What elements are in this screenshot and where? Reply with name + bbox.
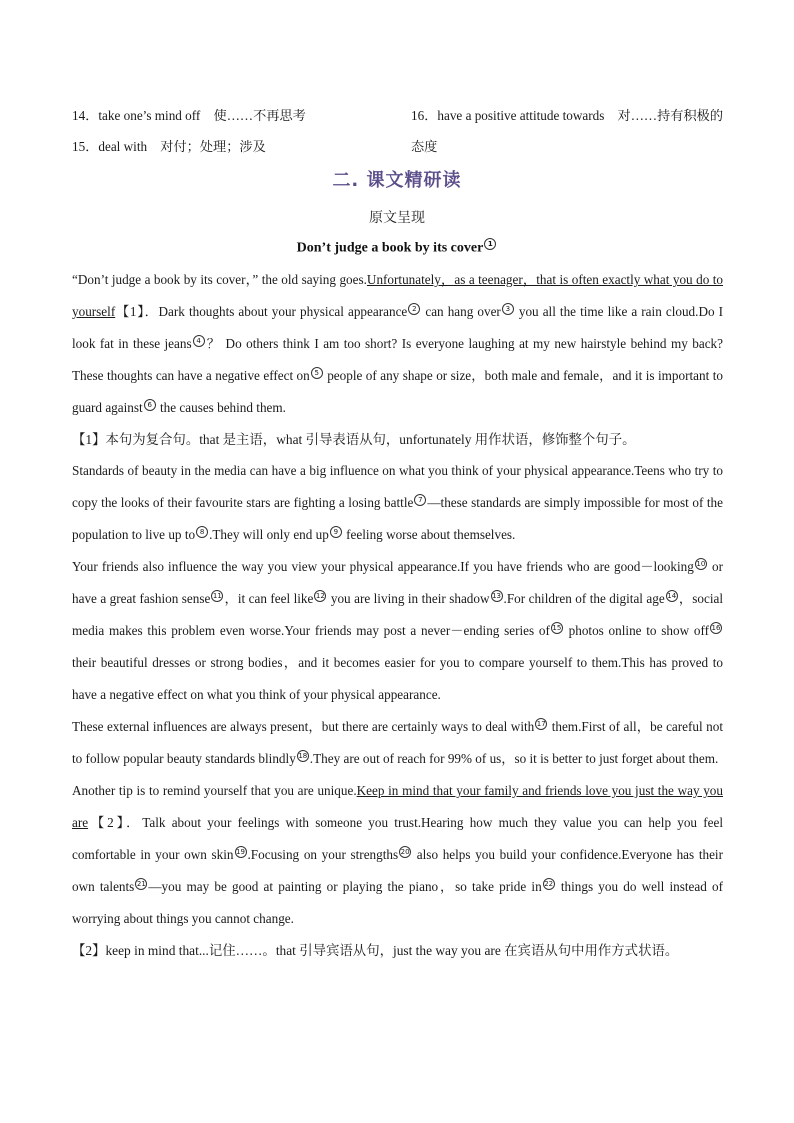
p2-text-b: —these standards are simply impossible for most of the population to live up to: [72, 495, 723, 542]
marker-9: 9: [330, 526, 342, 538]
sub-title: 原文呈现: [369, 210, 425, 226]
marker-17: 17: [536, 719, 546, 728]
p2-text-a: Standards of beauty in the media can have a big influence on what you think of your physical appearance.Teens who try to copy the looks of their favourite stars are fighting a losing battle: [72, 463, 723, 510]
paragraph-5: [72, 775, 723, 935]
marker-8: 8: [196, 526, 208, 538]
vocab-right-column: [411, 100, 724, 162]
paragraph-1: [72, 264, 723, 424]
marker-4: 4: [193, 335, 205, 347]
p5-underlined: Keep in mind that your family and friends love you just the way you are: [72, 783, 723, 830]
p2-text-c: .They will only end up: [209, 527, 329, 542]
p3-text-f: ，social media makes this problem even worse.Your friends may post a never－ending series of: [72, 591, 724, 638]
paragraph-3: [72, 551, 723, 711]
marker-5: 5: [311, 367, 323, 379]
note-2: 【2】keep in mind that...记住……。that 引导宾语从句，just the way you are 在宾语从句中用作方式状语。: [72, 943, 679, 958]
passage-title-text: Don’t judge a book by its cover: [296, 240, 484, 256]
vocab-left-column: [72, 100, 372, 162]
marker-19: 19: [236, 847, 245, 856]
marker-21: 21: [136, 879, 146, 888]
paragraph-2: [72, 455, 723, 551]
p4-text-c: .They are out of reach for 99% of us，so it is better to just forget about them.: [309, 751, 719, 766]
marker-3: 3: [502, 303, 514, 315]
p3-text-d: you are living in their shadow: [327, 591, 490, 606]
passage-body: [72, 264, 723, 966]
p5-text-f: things you do well instead of worrying about things you cannot change.: [72, 879, 724, 926]
vocab-item-16: 16．have a positive attitude towards 对……持有积极的态度: [411, 108, 724, 154]
p5-text-e: —you may be good at painting or playing the piano，so take pride in: [148, 879, 542, 894]
p3-text-c: ，it can feel like: [224, 591, 314, 606]
p5-text-a: Another tip is to remind yourself that you are unique.: [72, 783, 357, 798]
p4-text-a: These external influences are always present，but there are certainly ways to deal with: [72, 719, 535, 734]
vocab-item-15: 15．deal with 对付；处理；涉及: [72, 139, 266, 154]
p5-text-d: also helps you build your confidence.Everyone has their own talents: [72, 847, 723, 894]
p3-text-b: or have a great fashion sense: [72, 559, 723, 606]
marker-22: 22: [544, 879, 554, 888]
p3-text-g: photos online to show off: [563, 623, 709, 638]
marker-1: 1: [484, 238, 496, 250]
note-1: 【1】本句为复合句。that 是主语，what 引导表语从句，unfortunately 用作状语，修饰整个句子。: [72, 432, 636, 447]
p5-text-b: 【2】．Talk about your feelings with someone you trust.Hearing how much they value you can help you feel comfortable in your own skin: [72, 815, 723, 862]
p4-text-b: them.First of all，be careful not to follow popular beauty standards blindly: [72, 719, 723, 766]
section-title: 二. 课文精研读: [332, 170, 462, 191]
p1-underlined: Unfortunately，as a teenager，that is often exactly what you do to yourself: [72, 272, 723, 319]
p1-text-c: can hang over: [421, 304, 501, 319]
marker-11: 11: [212, 591, 222, 600]
p1-text-a: “Don’t judge a book by its cover，” the old saying goes.: [72, 272, 367, 287]
p1-text-b: 【1】．Dark thoughts about your physical appearance: [115, 304, 408, 319]
marker-12: 12: [315, 591, 325, 600]
p5-text-c: .Focusing on your strengths: [247, 847, 399, 862]
p1-text-e: ？ Do others think I am too short? Is everyone laughing at my new hairstyle behind my back? These thoughts can have a negative effect on: [72, 336, 723, 383]
marker-18: 18: [298, 751, 308, 760]
marker-20: 20: [400, 847, 410, 856]
p3-text-h: their beautiful dresses or strong bodies，and it becomes easier for you to compare yourself to them.This has proved to have a negative effect on what you think of your physical appearance.: [72, 655, 723, 702]
p1-text-d: you all the time like a rain cloud.Do I look fat in these jeans: [72, 304, 724, 351]
marker-16: 16: [711, 623, 721, 632]
marker-2: 2: [408, 303, 420, 315]
p3-text-e: .For children of the digital age: [503, 591, 665, 606]
vocab-item-14: 14．take one’s mind off 使……不再思考: [72, 108, 306, 123]
marker-13: 13: [492, 591, 501, 600]
p2-text-d: feeling worse about themselves.: [342, 527, 516, 542]
marker-6: 6: [144, 399, 156, 411]
marker-15: 15: [552, 623, 562, 632]
marker-14: 14: [667, 591, 677, 600]
paragraph-4: [72, 711, 723, 775]
marker-10: 10: [696, 559, 706, 568]
p1-text-f: people of any shape or size，both male and female，and it is important to guard against: [72, 368, 723, 415]
marker-7: 7: [414, 494, 426, 506]
passage-title: [0, 238, 794, 257]
p3-text-a: Your friends also influence the way you view your physical appearance.If you have friends who are good－looking: [72, 559, 694, 574]
p1-text-g: the causes behind them.: [156, 400, 286, 415]
